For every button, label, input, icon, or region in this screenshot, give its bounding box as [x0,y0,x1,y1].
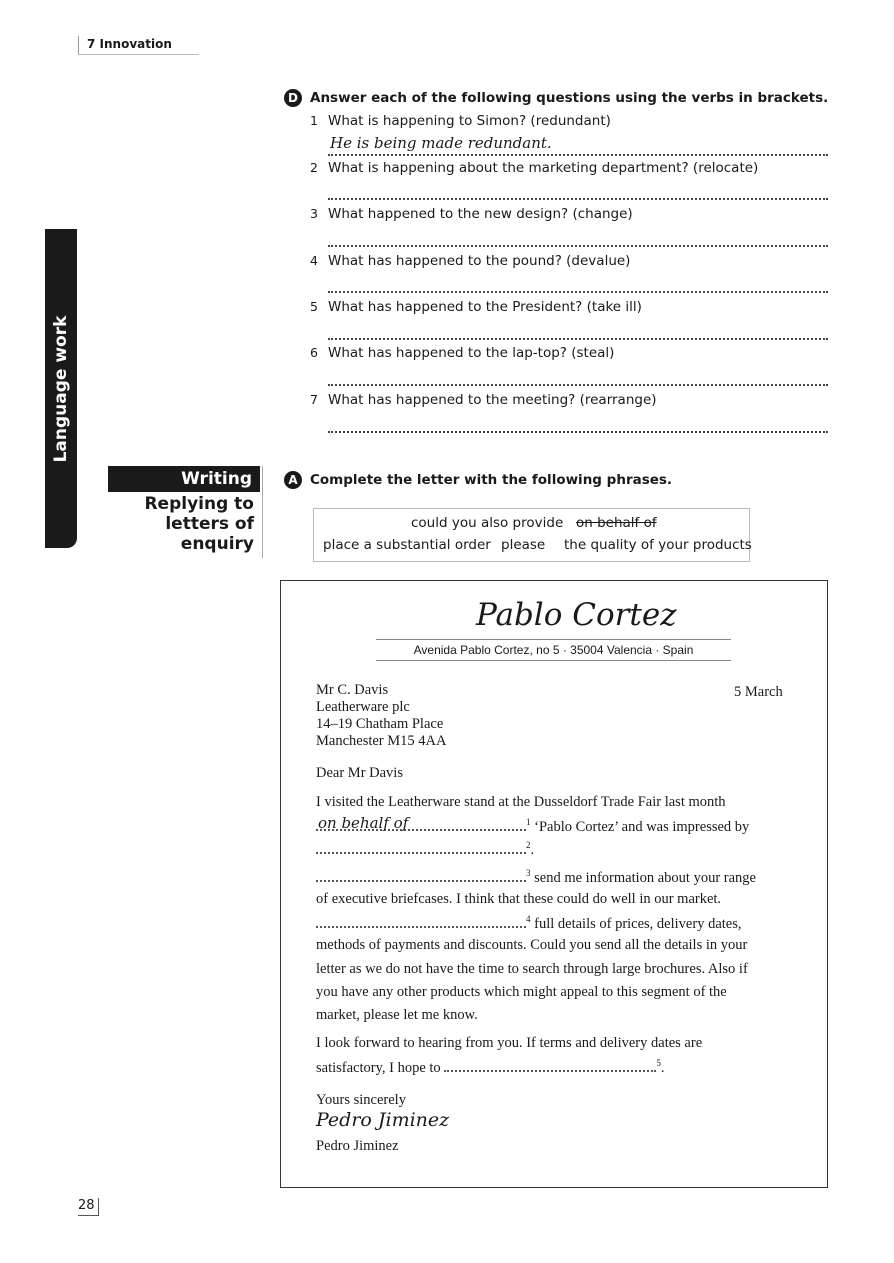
question-number: 3 [310,206,318,221]
gap-1-answer: on behalf of [318,814,409,832]
letter-line [316,914,742,933]
question-7 [310,392,830,408]
question-text: What is happening to Simon? (redundant) [328,113,611,129]
letter-line: market, please let me know. [316,1007,478,1023]
question-6 [310,345,830,361]
letter-line: I look forward to hearing from you. If terms and delivery dates are [316,1035,703,1051]
letter-line: methods of payments and discounts. Could you send all the details in your [316,937,748,953]
recipient-line: Mr C. Davis [316,682,389,698]
phrase-item-used: on behalf of [576,515,657,531]
phrase-item: could you also provide [411,515,564,531]
question-text: What has happened to the pound? (devalue) [328,253,631,269]
answer-line-2[interactable] [328,180,828,200]
answer-line-6[interactable] [328,366,828,386]
letter-line: of executive briefcases. I think that these could do well in our market. [316,891,722,907]
gap-number: 2 [526,840,531,851]
recipient-line: 14–19 Chatham Place [316,716,444,732]
letterhead-address: Avenida Pablo Cortez, no 5 · 35004 Valencia · Spain [376,639,731,661]
gap-3[interactable] [316,868,526,882]
phrase-item: the quality of your products [564,537,752,553]
question-number: 2 [310,160,318,175]
question-text: What has happened to the meeting? (rearrange) [328,392,657,408]
letter-text: full details of prices, delivery dates, [530,916,742,932]
answer-line-7[interactable] [328,413,828,433]
gap-5[interactable] [444,1058,656,1072]
question-3 [310,206,830,222]
writing-subtitle-line: Replying to [144,494,254,514]
question-text: What has happened to the President? (take ill) [328,299,642,315]
letter-text: satisfactory, I hope to [316,1060,445,1076]
letter-date: 5 March [734,684,783,700]
side-tab-label: Language work [51,315,71,462]
gap-number: 1 [526,817,531,828]
running-header [78,36,199,55]
question-number: 4 [310,253,318,268]
question-5 [310,299,830,315]
side-tab [45,229,77,548]
question-number: 6 [310,345,318,360]
writing-subtitle-line: letters of [165,514,254,534]
question-number: 7 [310,392,318,407]
question-2 [310,160,830,176]
question-text: What is happening about the marketing department? (relocate) [328,160,759,176]
answer-line-3[interactable] [328,227,828,247]
question-number: 5 [310,299,318,314]
page-number: 28 [78,1198,99,1216]
letter-text: send me information about your range [530,870,756,886]
section-d-title: Answer each of the following questions using the verbs in brackets. [310,90,829,106]
letter-line: letter as we do not have the time to search through large brochures. Also if [316,961,748,977]
answer-text: He is being made redundant. [330,134,552,152]
answer-line-5[interactable] [328,320,828,340]
letter [280,580,828,1188]
signature: Pedro Jiminez [316,1109,450,1131]
writing-subtitle [108,494,254,554]
phrase-item: place a substantial order [323,537,491,553]
letterhead-logo: Pablo Cortez [476,597,677,633]
answer-line-1[interactable] [328,136,828,156]
sender-name: Pedro Jiminez [316,1138,399,1154]
letter-line: satisfactory, I hope to $^5$. [316,1058,665,1076]
letter-line [316,814,750,836]
gap-number: 4 [526,914,531,925]
section-a-title: Complete the letter with the following phrases. [310,472,673,488]
writing-section-bar: Writing [108,466,260,492]
closing: Yours sincerely [316,1092,406,1108]
question-text: What has happened to the lap-top? (steal) [328,345,615,361]
section-d-badge: D [284,89,302,107]
letter-line: $^2$. [316,840,534,859]
gap-1[interactable] [316,814,526,832]
question-1 [310,113,830,129]
letter-line [316,868,756,887]
phrase-item: please [501,537,546,553]
writing-subtitle-line: enquiry [180,534,254,554]
gap-number: 5 [656,1058,661,1069]
salutation: Dear Mr Davis [316,765,403,781]
gap-2[interactable] [316,840,526,854]
question-4 [310,253,830,269]
recipient-line: Leatherware plc [316,699,410,715]
section-a-badge: A [284,471,302,489]
gap-number: 3 [526,868,531,879]
letter-text: ‘Pablo Cortez’ and was impressed by [530,819,750,835]
answer-line-4[interactable] [328,273,828,293]
chapter-title: 7 Innovation [87,37,172,51]
question-text: What happened to the new design? (change) [328,206,633,222]
recipient-line: Manchester M15 4AA [316,733,447,749]
letter-line: you have any other products which might appeal to this segment of the [316,984,727,1000]
phrase-box [313,508,750,562]
gap-4[interactable] [316,914,526,928]
divider [262,466,263,558]
question-number: 1 [310,113,318,128]
letter-line: I visited the Leatherware stand at the Dusseldorf Trade Fair last month [316,794,726,810]
